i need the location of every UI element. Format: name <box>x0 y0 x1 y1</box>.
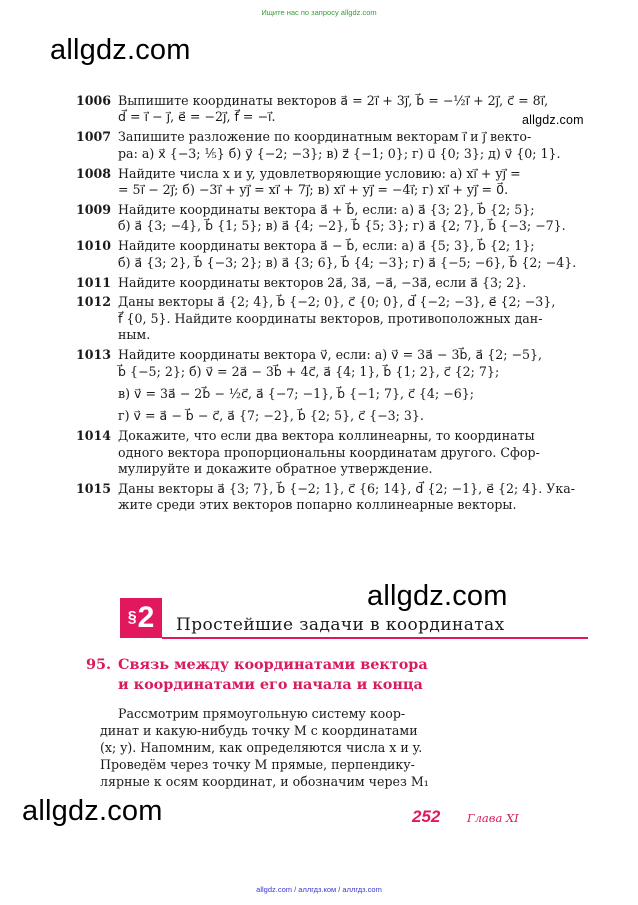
problem-line: одного вектора пропорциональны координатам другого. Сфор- <box>118 444 540 460</box>
problem-number: 1014 <box>76 428 112 444</box>
problem-line: Докажите, что если два вектора коллинеарны, то координаты <box>118 428 535 444</box>
body-paragraph <box>100 705 446 790</box>
problem-line: г) v⃗ = a⃗ − b⃗ − c⃗, a⃗ {7; −2}, b⃗ {2; 5}, c⃗ {−3; 3}. <box>118 408 424 424</box>
problem-line: б) a⃗ {3; 2}, b⃗ {−3; 2}; в) a⃗ {3; 6}, b⃗ {4; −3}; г) a⃗ {−5; −6}, b⃗ {2; −4}. <box>118 254 577 270</box>
subsection-title <box>118 655 428 695</box>
problem-line: = 5i⃗ − 2j⃗; б) −3i⃗ + yj⃗ = xi⃗ + 7j⃗; в) xi⃗ + yj⃗ = −4i⃗; г) xi⃗ + yj⃗ = 0⃗. <box>118 182 509 198</box>
problem-text <box>118 238 588 271</box>
subsection-title-line: и координатами его начала и конца <box>118 676 423 693</box>
watermark: allgdz.com <box>50 34 191 66</box>
section-number: 2 <box>137 601 155 634</box>
problem-number: 1012 <box>76 294 112 310</box>
problem-line: б) a⃗ {3; −4}, b⃗ {1; 5}; в) a⃗ {4; −2}, b⃗ {5; 3}; г) a⃗ {2; 7}, b⃗ {−3; −7}. <box>118 218 566 234</box>
problem-number: 1013 <box>76 347 112 363</box>
problem <box>76 166 588 199</box>
watermark: allgdz.com <box>522 113 584 127</box>
problem <box>76 202 588 235</box>
problem-number: 1015 <box>76 481 112 497</box>
problem-line: Найдите координаты вектора a⃗ + b⃗, если: а) a⃗ {3; 2}, b⃗ {2; 5}; <box>118 201 535 217</box>
problem-line: в) v⃗ = 3a⃗ − 2b⃗ − ½c⃗, a⃗ {−7; −1}, b⃗ {−1; 7}, c⃗ {4; −6}; <box>118 386 475 401</box>
problem <box>76 238 588 271</box>
problem-number: 1011 <box>76 274 112 290</box>
section-header <box>120 598 590 640</box>
problem-number: 1008 <box>76 165 112 181</box>
problem-text <box>118 294 588 343</box>
problem-text <box>118 275 588 291</box>
section-symbol: § <box>127 609 137 626</box>
problem-number: 1006 <box>76 93 112 108</box>
problem <box>76 428 588 477</box>
subsection-number: 95. <box>86 656 112 673</box>
problem-text <box>118 347 588 425</box>
body-line: динат и какую-нибудь точку M с координатами <box>100 723 418 738</box>
top-note: Ищите нас по запросу allgdz.com <box>261 8 377 17</box>
problem-line: Даны векторы a⃗ {2; 4}, b⃗ {−2; 0}, c⃗ {0; 0}, d⃗ {−2; −3}, e⃗ {2; −3}, <box>118 294 556 310</box>
problem-line: жите среди этих векторов попарно коллинеарные векторы. <box>118 497 517 513</box>
problem-text <box>118 166 588 199</box>
problem-line: d⃗ = i⃗ − j⃗, e⃗ = −2j⃗, f⃗ = −i⃗. <box>118 109 276 125</box>
problem-line: Найдите координаты вектора v⃗, если: а) v⃗ = 3a⃗ − 3b⃗, a⃗ {2; −5}, <box>118 347 543 363</box>
section-badge <box>120 598 162 638</box>
problem-text <box>118 481 588 514</box>
problem-line: Найдите координаты векторов 2a⃗, 3a⃗, −a⃗, −3a⃗, если a⃗ {3; 2}. <box>118 274 527 290</box>
problem-text <box>118 129 588 162</box>
problem-text <box>118 428 588 477</box>
section-underline <box>162 637 588 639</box>
watermark: allgdz.com <box>367 580 508 612</box>
body-line: Рассмотрим прямоугольную систему коор- <box>118 706 406 721</box>
problem <box>76 294 588 343</box>
subsection-title-line: Связь между координатами вектора <box>118 656 428 673</box>
problem-line: мулируйте и докажите обратное утверждение. <box>118 461 433 477</box>
problem <box>76 129 588 162</box>
problem-number: 1009 <box>76 201 112 217</box>
problem-line: Найдите числа x и y, удовлетворяющие условию: а) xi⃗ + yj⃗ = <box>118 165 521 181</box>
watermark: allgdz.com <box>22 795 163 827</box>
section-title: Простейшие задачи в координатах <box>176 615 505 635</box>
body-line: лярные к осям координат, и обозначим через M₁ <box>100 774 429 789</box>
problem-list <box>76 93 588 517</box>
problem-line: ным. <box>118 327 151 343</box>
page-number: 252 <box>412 807 441 826</box>
problem-number: 1010 <box>76 238 112 254</box>
problem-line: ра: а) x⃗ {−3; ⅕} б) y⃗ {−2; −3}; в) z⃗ {−1; 0}; г) u⃗ {0; 3}; д) v⃗ {0; 1}. <box>118 145 561 161</box>
problem <box>76 347 588 425</box>
problem-line: f⃗ {0, 5}. Найдите координаты векторов, противоположных дан- <box>118 310 543 326</box>
problem-line: Запишите разложение по координатным векторам i⃗ и j⃗ векто- <box>118 129 532 145</box>
chapter-label: Глава XI <box>467 811 519 825</box>
body-line: (x; y). Напомним, как определяются числа x и y. <box>100 740 423 755</box>
problem-line: Найдите координаты вектора a⃗ − b⃗, если: а) a⃗ {5; 3}, b⃗ {2; 1}; <box>118 238 535 254</box>
problem <box>76 481 588 514</box>
problem-text <box>118 202 588 235</box>
problem-number: 1007 <box>76 129 112 145</box>
problem-line: b⃗ {−5; 2}; б) v⃗ = 2a⃗ − 3b⃗ + 4c⃗, a⃗ {4; 1}, b⃗ {1; 2}, c⃗ {2; 7}; <box>118 363 500 379</box>
problem-line: Даны векторы a⃗ {3; 7}, b⃗ {−2; 1}, c⃗ {6; 14}, d⃗ {2; −1}, e⃗ {2; 4}. Ука- <box>118 481 575 497</box>
footer-links[interactable]: allgdz.com / аллгдз.ком / аллгдз.com <box>256 885 382 894</box>
body-line: Проведём через точку M прямые, перпендику- <box>100 757 415 772</box>
problem-text <box>118 93 588 126</box>
problem-line: Выпишите координаты векторов a⃗ = 2i⃗ + 3j⃗, b⃗ = −½i⃗ + 2j⃗, c⃗ = 8i⃗, <box>118 93 549 108</box>
problem <box>76 93 588 126</box>
problem <box>76 275 588 291</box>
